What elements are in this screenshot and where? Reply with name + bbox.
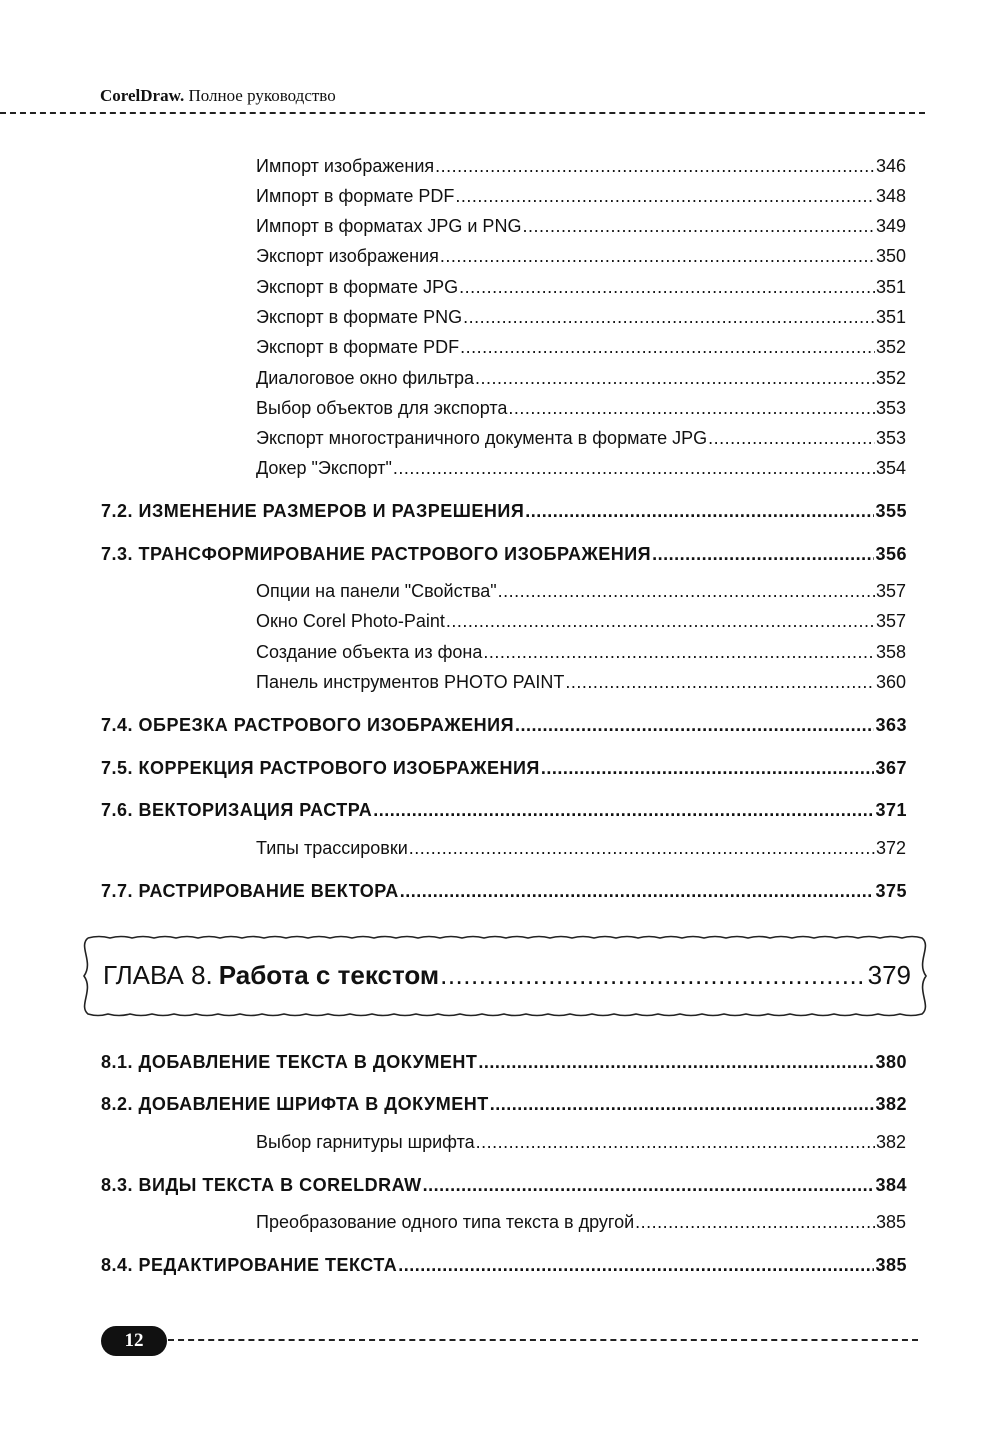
book-subtitle: Полное руководство <box>188 86 336 105</box>
book-brand: CorelDraw. <box>100 86 185 105</box>
toc-section-label: 8.1. ДОБАВЛЕНИЕ ТЕКСТА В ДОКУМЕНТ <box>101 1052 478 1072</box>
toc-entry[interactable] <box>256 640 906 664</box>
toc-entry[interactable] <box>256 335 906 359</box>
toc-section-label: 8.4. РЕДАКТИРОВАНИЕ ТЕКСТА <box>101 1255 398 1275</box>
toc-entry[interactable] <box>256 836 906 860</box>
dot-leader <box>460 335 875 359</box>
toc-entry-page: 348 <box>875 186 906 206</box>
toc-section-8-4[interactable] <box>101 1253 907 1277</box>
dot-leader <box>393 456 875 480</box>
toc-section-page: 355 <box>875 501 907 521</box>
toc-entry[interactable] <box>256 1210 906 1234</box>
toc-entry[interactable] <box>256 579 906 603</box>
toc-entry-label: Панель инструментов PHOTO PAINT <box>256 672 565 692</box>
dot-leader <box>498 579 875 603</box>
toc-entry-page: 352 <box>875 337 906 357</box>
toc-section-page: 367 <box>875 758 907 778</box>
toc-section-page: 371 <box>875 800 907 820</box>
toc-entry-label: Диалоговое окно фильтра <box>256 368 474 388</box>
toc-entry-label: Выбор гарнитуры шрифта <box>256 1132 475 1152</box>
dot-leader <box>525 499 874 523</box>
toc-section-7-5[interactable] <box>101 756 907 780</box>
dot-leader <box>440 958 867 992</box>
chapter-prefix: ГЛАВА 8. <box>103 960 213 990</box>
toc-section-7-3[interactable] <box>101 542 907 566</box>
dot-leader <box>475 366 875 390</box>
toc-entry[interactable] <box>256 426 906 450</box>
toc-entry-label: Экспорт изображения <box>256 246 439 266</box>
toc-section-page: 380 <box>875 1052 907 1072</box>
dot-leader <box>490 1092 875 1116</box>
dot-leader <box>541 756 875 780</box>
toc-entry-page: 352 <box>875 368 906 388</box>
toc-entry-label: Преобразование одного типа текста в другой <box>256 1212 635 1232</box>
dot-leader <box>455 184 875 208</box>
dot-leader <box>652 542 874 566</box>
dot-leader <box>435 154 875 178</box>
dot-leader <box>478 1050 874 1074</box>
toc-entry[interactable] <box>256 670 906 694</box>
header-dashed-rule <box>0 112 925 114</box>
dot-leader <box>565 670 875 694</box>
toc-chapter-8[interactable] <box>103 958 911 992</box>
toc-entry-label: Экспорт в формате PDF <box>256 337 460 357</box>
toc-entry-page: 358 <box>875 642 906 662</box>
dot-leader <box>708 426 875 450</box>
toc-entry-label: Экспорт в формате JPG <box>256 277 459 297</box>
toc-entry-label: Докер "Экспорт" <box>256 458 392 478</box>
toc-entry-page: 354 <box>875 458 906 478</box>
toc-section-8-2[interactable] <box>101 1092 907 1116</box>
toc-section-label: 7.5. КОРРЕКЦИЯ РАСТРОВОГО ИЗОБРАЖЕНИЯ <box>101 758 540 778</box>
toc-entry-page: 353 <box>875 398 906 418</box>
toc-section-label: 7.4. ОБРЕЗКА РАСТРОВОГО ИЗОБРАЖЕНИЯ <box>101 715 515 735</box>
toc-entry[interactable] <box>256 366 906 390</box>
toc-entry[interactable] <box>256 1130 906 1154</box>
toc-section-label: 7.3. ТРАНСФОРМИРОВАНИЕ РАСТРОВОГО ИЗОБРАЖЕНИЯ <box>101 544 652 564</box>
dot-leader <box>409 836 875 860</box>
toc-entry-page: 351 <box>875 307 906 327</box>
running-header <box>100 86 336 106</box>
dot-leader <box>635 1210 875 1234</box>
toc-entry[interactable] <box>256 214 906 238</box>
toc-entry-label: Импорт изображения <box>256 156 435 176</box>
toc-entry-label: Опции на панели "Свойства" <box>256 581 497 601</box>
dot-leader <box>373 798 874 822</box>
dot-leader <box>522 214 875 238</box>
toc-entry-page: 385 <box>875 1212 906 1232</box>
toc-entry-label: Экспорт в формате PNG <box>256 307 463 327</box>
toc-entry[interactable] <box>256 244 906 268</box>
toc-section-8-3[interactable] <box>101 1173 907 1197</box>
page-number-badge: 12 <box>101 1326 167 1356</box>
dot-leader <box>459 275 875 299</box>
toc-section-7-6[interactable] <box>101 798 907 822</box>
toc-section-7-4[interactable] <box>101 713 907 737</box>
toc-section-label: 7.6. ВЕКТОРИЗАЦИЯ РАСТРА <box>101 800 373 820</box>
footer-dashed-rule <box>168 1339 918 1341</box>
toc-entry-label: Экспорт многостраничного документа в формате JPG <box>256 428 708 448</box>
toc-section-label: 7.2. ИЗМЕНЕНИЕ РАЗМЕРОВ И РАЗРЕШЕНИЯ <box>101 501 525 521</box>
toc-entry-page: 349 <box>875 216 906 236</box>
dot-leader <box>508 396 875 420</box>
dot-leader <box>423 1173 875 1197</box>
chapter-page: 379 <box>867 960 911 990</box>
dot-leader <box>398 1253 874 1277</box>
toc-section-7-7[interactable] <box>101 879 907 903</box>
dot-leader <box>400 879 875 903</box>
toc-entry-page: 351 <box>875 277 906 297</box>
toc-entry-label: Типы трассировки <box>256 838 408 858</box>
dot-leader <box>483 640 875 664</box>
toc-entry[interactable] <box>256 184 906 208</box>
toc-section-8-1[interactable] <box>101 1050 907 1074</box>
toc-entry-label: Создание объекта из фона <box>256 642 483 662</box>
toc-entry[interactable] <box>256 456 906 480</box>
toc-section-label: 8.2. ДОБАВЛЕНИЕ ШРИФТА В ДОКУМЕНТ <box>101 1094 489 1114</box>
toc-entry-label: Импорт в форматах JPG и PNG <box>256 216 522 236</box>
toc-entry[interactable] <box>256 609 906 633</box>
toc-section-page: 363 <box>875 715 907 735</box>
toc-entry-page: 372 <box>875 838 906 858</box>
toc-section-page: 384 <box>875 1175 907 1195</box>
toc-entry[interactable] <box>256 396 906 420</box>
toc-section-page: 375 <box>875 881 907 901</box>
toc-entry-page: 357 <box>875 581 906 601</box>
toc-entry-page: 382 <box>875 1132 906 1152</box>
toc-section-page: 385 <box>875 1255 907 1275</box>
chapter-title: Работа с текстом <box>218 960 440 990</box>
toc-section-7-2[interactable] <box>101 499 907 523</box>
toc-entry-label: Выбор объектов для экспорта <box>256 398 508 418</box>
toc-entry-page: 353 <box>875 428 906 448</box>
toc-entry[interactable] <box>256 275 906 299</box>
toc-entry-page: 346 <box>875 156 906 176</box>
toc-entry-label: Окно Corel Photo-Paint <box>256 611 445 631</box>
toc-section-page: 356 <box>875 544 907 564</box>
toc-entry-page: 360 <box>875 672 906 692</box>
dot-leader <box>440 244 875 268</box>
toc-entry[interactable] <box>256 305 906 329</box>
dot-leader <box>515 713 874 737</box>
toc-section-page: 382 <box>875 1094 907 1114</box>
toc-entry-page: 350 <box>875 246 906 266</box>
toc-entry-label: Импорт в формате PDF <box>256 186 455 206</box>
toc-section-label: 7.7. РАСТРИРОВАНИЕ ВЕКТОРА <box>101 881 399 901</box>
dot-leader <box>476 1130 875 1154</box>
toc-entry[interactable] <box>256 154 906 178</box>
toc-section-label: 8.3. ВИДЫ ТЕКСТА В CORELDRAW <box>101 1175 422 1195</box>
toc-entry-page: 357 <box>875 611 906 631</box>
dot-leader <box>446 609 875 633</box>
dot-leader <box>463 305 875 329</box>
